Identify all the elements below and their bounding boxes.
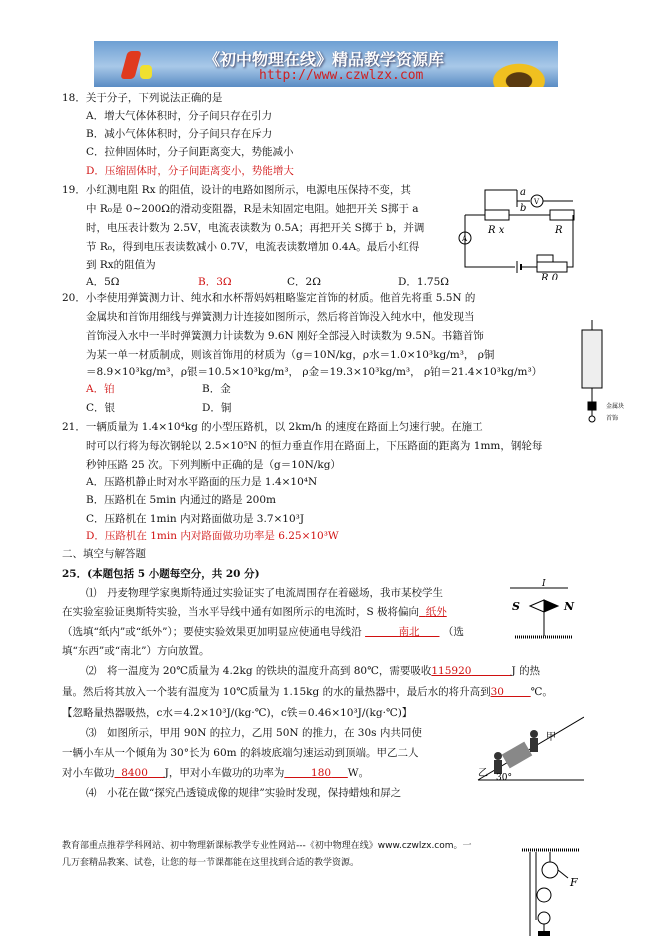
answer-blank: 30: [490, 686, 504, 698]
q25-p4-line: ⑷ 小花在做“探究凸透镜成像的规律”实验时发现，保持蜡烛和屏之: [86, 787, 402, 799]
spring-scale-diagram: [572, 320, 642, 425]
q19-option-c: C．2Ω: [287, 276, 321, 288]
q19-line: 到 Rx的阻值为: [86, 259, 156, 271]
slope-diagram: [468, 712, 584, 782]
logo-icon-yellow: [140, 65, 152, 79]
label-n: N: [564, 600, 575, 613]
sunflower-icon: [489, 61, 549, 87]
q20-line: 金属块和首饰用细线与弹簧测力计连接如图所示，然后将首饰没入纯水中，他发现当: [86, 311, 475, 323]
label-metal-block: 金属块: [606, 403, 625, 410]
q20-option-d: D．铜: [202, 402, 232, 414]
q18-stem: 18．关于分子，下列说法正确的是: [62, 92, 223, 104]
footer-line: 教育部重点推荐学科网站、初中物理新课标教学专业性网站---《初中物理在线》www.czwlzx.com。一: [62, 841, 472, 851]
q18-option-a: A．增大气体体积时，分子间只存在引力: [86, 110, 273, 122]
q20-line: ＝8.9×10³kg/m³，ρ银＝10.5×10³kg/m³， ρ金＝19.3×10³kg/m³， ρ铂＝21.4×10³kg/m³）: [86, 366, 543, 378]
section-heading: 二、填空与解答题: [62, 548, 146, 560]
q20-option-c: C．银: [86, 402, 116, 414]
q25-p1-line: 填“东西”或“南北”）方向放置。: [62, 645, 210, 657]
answer-blank: 115920: [431, 665, 472, 677]
label-b: b: [520, 203, 527, 214]
answer-blank: 8400: [121, 767, 148, 779]
oersted-diagram: [510, 578, 580, 648]
q21-option-b: B．压路机在 5min 内通过的路是 200m: [86, 494, 276, 506]
q25-p3-line: ⑶ 如图所示，甲用 90N 的拉力，乙用 50N 的推力，在 30s 内共同使: [86, 727, 422, 739]
voltmeter-icon: V: [534, 198, 540, 206]
banner-title: 《初中物理在线》精品教学资源库: [204, 50, 445, 69]
banner-url: http://www.czwlzx.com: [259, 68, 424, 83]
q25-p2-note: 【忽略量热器吸热，c水＝4.2×10³J/(kg·℃)，c铁＝0.46×10³J/(kg·℃)】: [62, 707, 413, 719]
answer-blank: 南北: [398, 626, 420, 638]
q19-line: 19．小红测电阻 Rx 的阻值，设计的电路如图所示，电源电压保持不变，其: [62, 184, 411, 196]
q19-line: 时，电压表计数为 2.5V，电流表读数为 0.5A；再把开关 S掷于 b，并调: [86, 222, 425, 234]
q21-option-c: C．压路机在 1min 内对路面做功是 3.7×10³J: [86, 513, 305, 525]
q20-line: 首饰浸入水中一半时弹簧测力计读数为 9.6N 刚好全部浸入时读数为 9.5N。书籍首饰: [86, 330, 484, 342]
weight-icon: [538, 931, 550, 936]
q25-p1-line: 在实验室验证奥斯特实验，当水平导线中通有如图所示的电流时，S 极将偏向 纸外: [62, 606, 447, 618]
q25-p3-line: 一辆小车从一个倾角为 30°长为 60m 的斜坡底端匀速运动到顶端。甲乙二人: [62, 747, 419, 759]
person-yi-icon: [494, 752, 502, 760]
label-rx: R x: [488, 225, 505, 236]
q21-line: 21．一辆质量为 1.4×10⁴kg 的小型压路机，以 2km/h 的速度在路面上匀速行驶。在施工: [62, 421, 483, 433]
label-a: a: [520, 187, 526, 198]
q25-p3-line: 对小车做功 8400 J，甲对小车做功的功率为 180 W。: [62, 767, 370, 779]
label-jewelry: 首饰: [606, 415, 619, 422]
label-current: I: [542, 579, 546, 589]
q18-option-c: C．拉伸固体时，分子间距离变大，势能减小: [86, 146, 294, 158]
q19-option-b: B．3Ω: [198, 276, 232, 288]
label-r0: R 0: [541, 273, 559, 280]
q21-option-a: A．压路机静止时对水平路面的压力是 1.4×10⁴N: [86, 476, 318, 488]
footer-line: 几万套精品教案、试卷，让您的每一节课都能在这里找到合适的教学资源。: [62, 858, 360, 868]
q20-line: 为某一单一材质制成，则该首饰用的材质为（g＝10N/kg，ρ水＝1.0×10³kg/m³， ρ铜: [86, 349, 495, 361]
label-yi: 乙: [478, 768, 488, 779]
q20-line: 20．小李使用弹簧测力计、纯水和水杯帮妈妈粗略鉴定首饰的材质。他首先将重 5.5N 的: [62, 292, 476, 304]
q20-option-a: A．铂: [86, 383, 115, 395]
logo-icon: [120, 51, 142, 79]
q21-line: 秒钟压路 25 次。下列判断中正确的是（g＝10N/kg）: [86, 459, 341, 471]
q19-line: 中 R₀是 0~200Ω的滑动变阻器，R是未知固定电阻。她把开关 S掷于 a: [86, 203, 419, 215]
q19-line: 节 R₀，得到电压表读数减小 0.7V，电流表读数增加 0.4A。最后小红得: [86, 241, 420, 253]
ammeter-icon: A: [462, 235, 468, 243]
label-s: S: [512, 600, 520, 613]
person-jia-icon: [530, 730, 538, 738]
cart-icon: [502, 742, 533, 769]
label-r: R: [555, 225, 563, 236]
q25-p1-line: ⑴ 丹麦物理学家奥斯特通过实验证实了电流周围存在着磁场，我市某校学生: [86, 587, 443, 599]
label-jia: 甲: [546, 732, 556, 743]
q25-p2-line: ⑵ 将一温度为 20℃质量为 4.2kg 的铁块的温度升高到 80℃，需要吸收115920 J 的热: [86, 665, 541, 677]
q18-option-b: B．减小气体体积时，分子间只存在斥力: [86, 128, 273, 140]
circuit-diagram: [455, 185, 575, 280]
answer-blank: 180: [311, 767, 332, 779]
q21-option-d: D．压路机在 1min 内对路面做功功率是 6.25×10³W: [86, 530, 339, 542]
q25-heading: 25．(本题包括 5 小题每空分，共 20 分): [62, 568, 260, 580]
label-f: F: [570, 876, 578, 889]
site-banner: [94, 41, 558, 87]
q18-option-d: D．压缩固体时，分子间距离变小，势能增大: [86, 165, 294, 177]
answer-blank: 纸外: [425, 606, 447, 618]
q20-option-b: B．金: [202, 383, 231, 395]
label-angle: 30°: [496, 773, 512, 782]
q25-p2-line: 量。然后将其放入一个装有温度为 10℃质量为 1.15kg 的水的量热器中，最后水的将升高到30 ℃。: [62, 686, 553, 698]
q19-option-a: A．5Ω: [86, 276, 120, 288]
pulley-diagram: [520, 840, 590, 936]
q25-p1-line: （选填“纸内”或“纸外”）；要使实验效果更加明显应使通电导线沿 南北 （选: [62, 626, 464, 638]
q19-option-d: D．1.75Ω: [398, 276, 450, 288]
q21-line: 时可以行将为每次钢轮以 2.5×10⁵N 的恒力垂直作用在路面上，下压路面的距离为 1mm，钢轮每: [86, 440, 543, 452]
